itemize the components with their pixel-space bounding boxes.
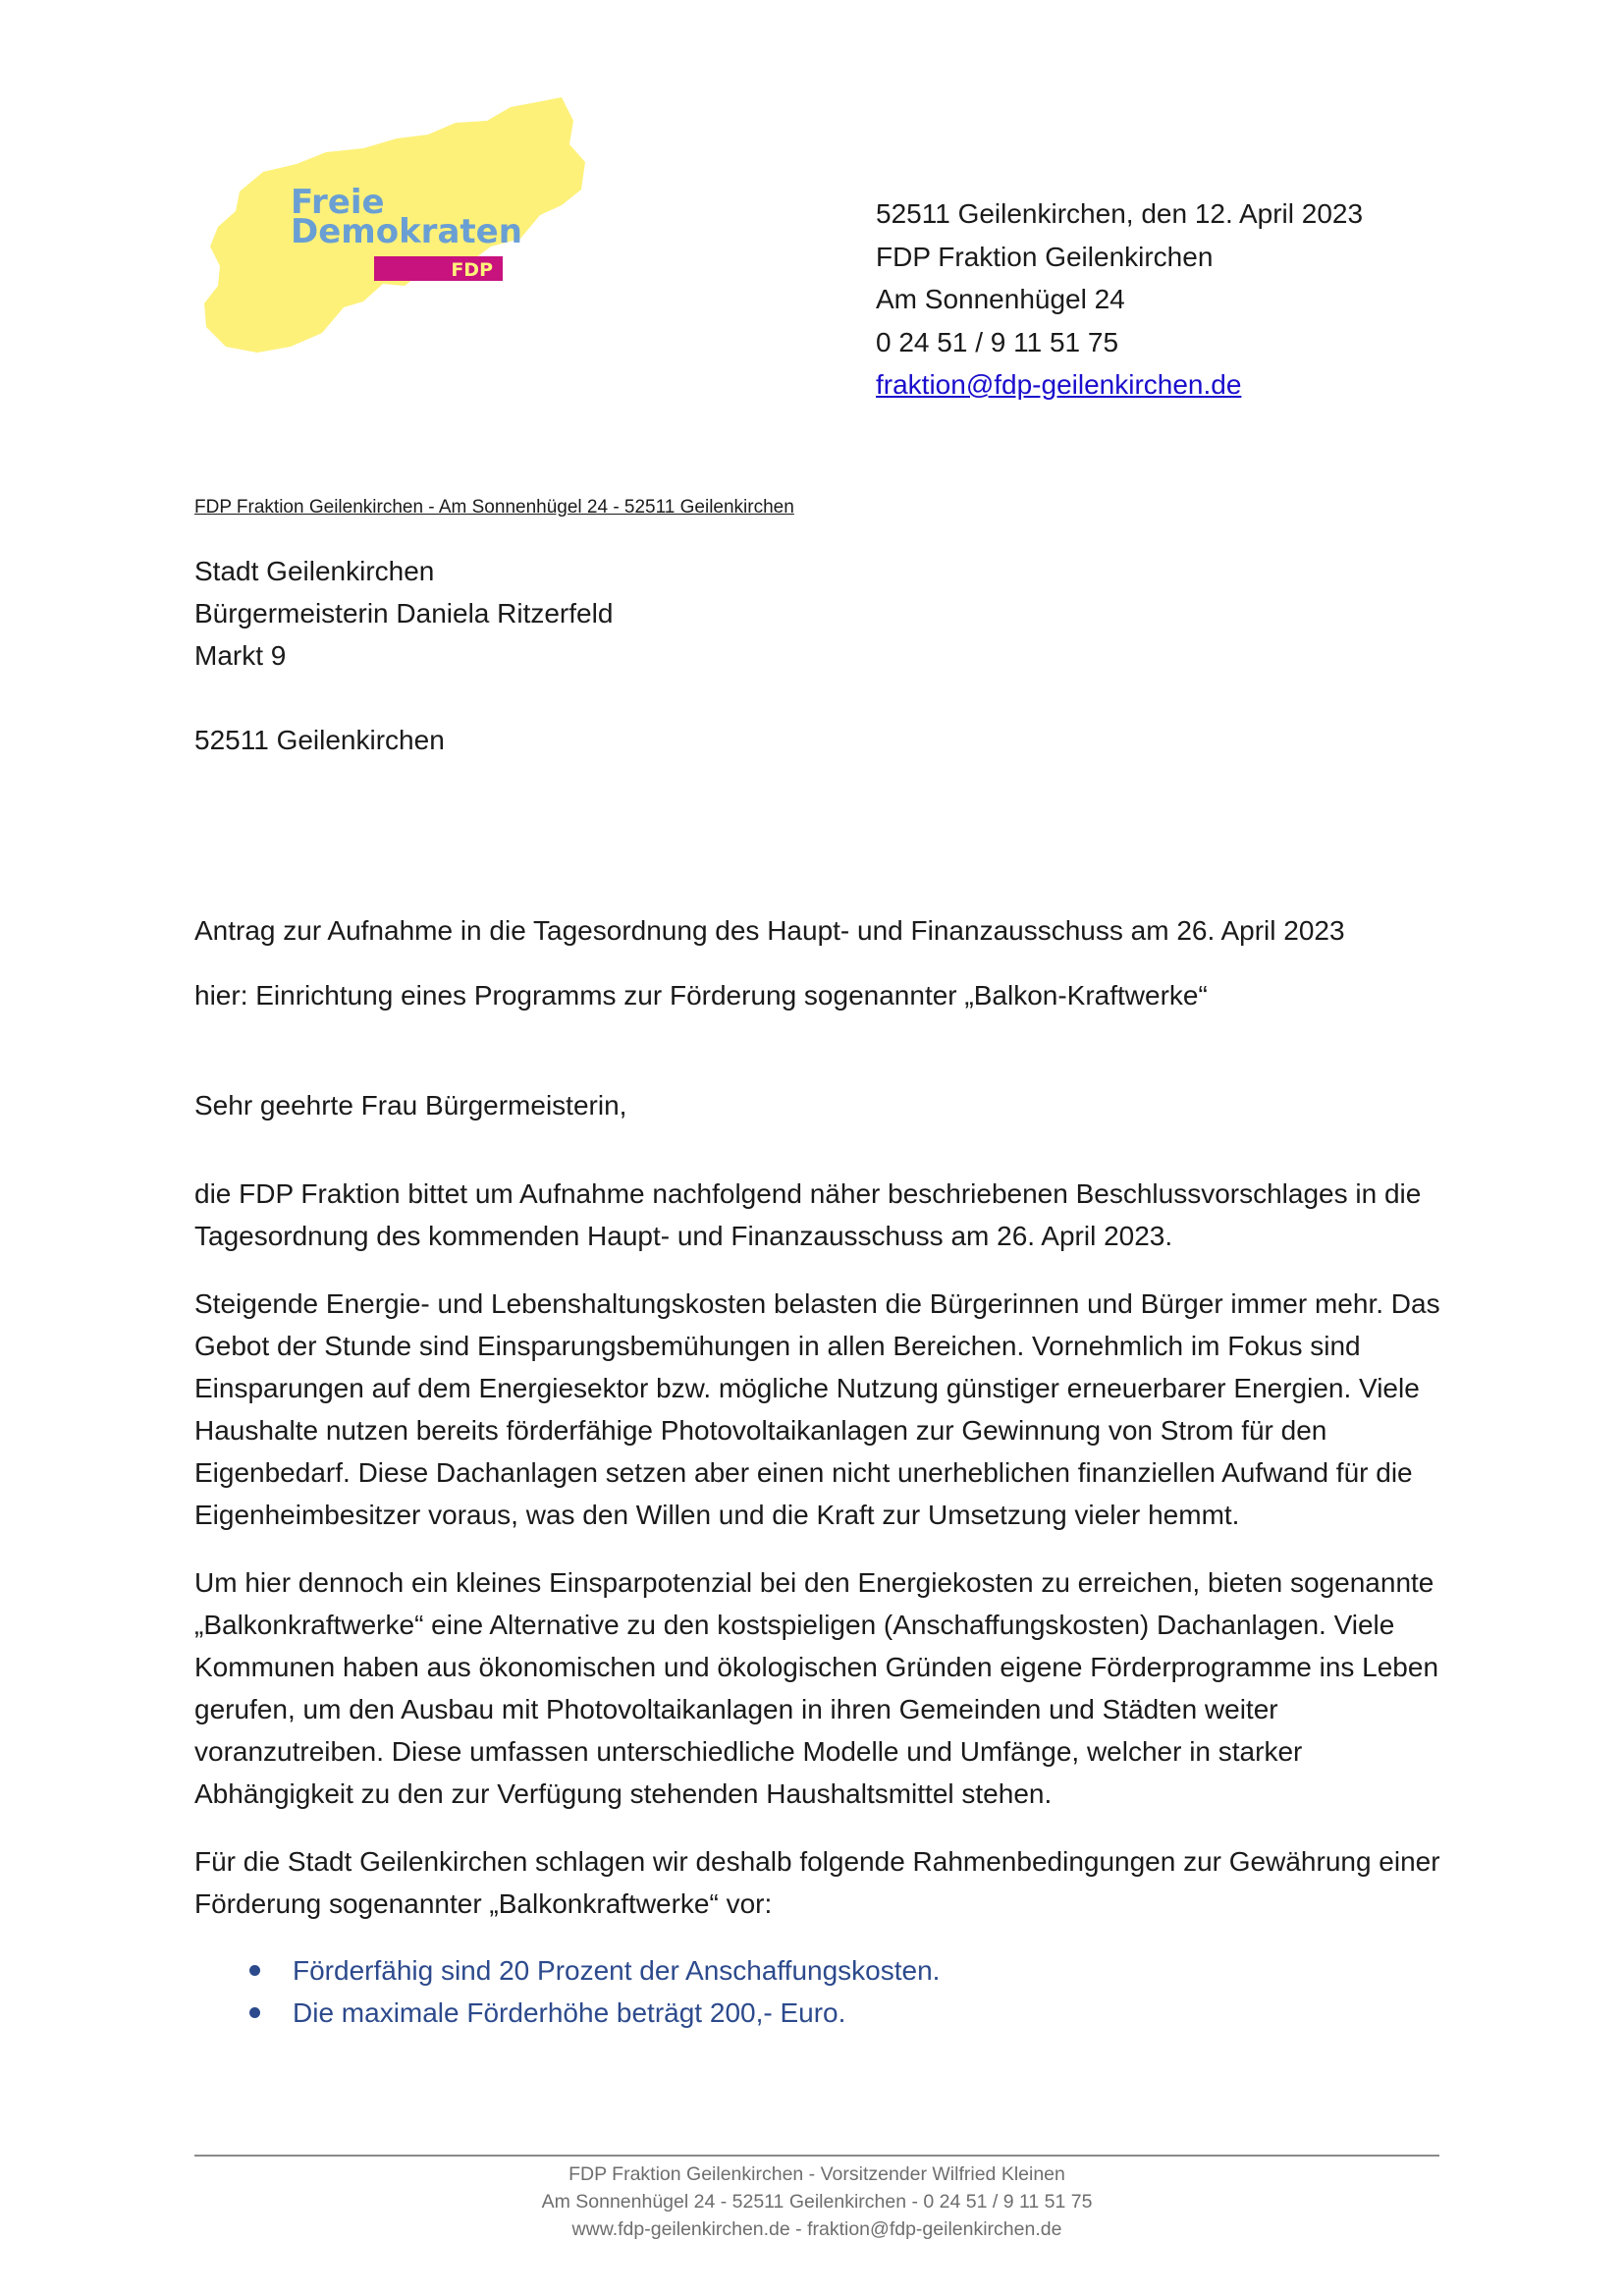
subject-line: Antrag zur Aufnahme in die Tagesordnung des Haupt- und Finanzausschuss am 26. April 2023	[194, 915, 1345, 946]
recipient-person: Bürgermeisterin Daniela Ritzerfeld	[194, 598, 614, 629]
footer-line-1: FDP Fraktion Geilenkirchen - Vorsitzender Wilfried Kleinen	[568, 2163, 1065, 2185]
fdp-logo	[196, 93, 594, 363]
footer-divider	[194, 2155, 1439, 2157]
proposal-bullet-list	[194, 1949, 940, 2034]
list-item	[194, 1992, 940, 2034]
paragraph-line: Einsparungen auf dem Energiesektor bzw. mögliche Nutzung günstiger erneuerbarer Energien. Viele	[194, 1373, 1420, 1403]
paragraph-line: Um hier dennoch ein kleines Einsparpotenzial bei den Energiekosten zu erreichen, bieten sogenannte	[194, 1567, 1434, 1598]
salutation: Sehr geehrte Frau Bürgermeisterin,	[194, 1090, 627, 1121]
sender-block	[876, 192, 1363, 407]
paragraph-line: „Balkonkraftwerke“ eine Alternative zu den kostspieligen (Anschaffungskosten) Dachanlagen. Viele	[194, 1610, 1395, 1640]
body-paragraph-energy-costs	[194, 1283, 1441, 1536]
logo-badge-text: FDP	[451, 259, 493, 281]
paragraph-line: Gebot der Stunde sind Einsparungsbemühungen in allen Bereichen. Vornehmlich im Fokus sind	[194, 1331, 1361, 1361]
sender-name: FDP Fraktion Geilenkirchen	[876, 241, 1214, 272]
return-address-line: FDP Fraktion Geilenkirchen - Am Sonnenhügel 24 - 52511 Geilenkirchen	[194, 497, 794, 518]
list-item-text: Die maximale Förderhöhe beträgt 200,- Euro.	[293, 1997, 846, 2028]
paragraph-line: Abhängigkeit zu den zur Verfügung stehenden Haushaltsmittel stehen.	[194, 1778, 1053, 1809]
paragraph-line: voranzutreiben. Diese umfassen unterschiedliche Modelle und Umfänge, welcher in starker	[194, 1736, 1303, 1767]
paragraph-line: Haushalte nutzen bereits förderfähige Photovoltaikanlagen zur Gewinnung von Strom für den	[194, 1415, 1327, 1446]
body-paragraph-request	[194, 1173, 1441, 1257]
fdp-logo-graphic	[196, 93, 594, 363]
recipient-block	[194, 550, 613, 761]
body-paragraph-balcony-plants	[194, 1561, 1441, 1815]
paragraph-line: Steigende Energie- und Lebenshaltungskosten belasten die Bürgerinnen und Bürger immer mehr. Das	[194, 1288, 1440, 1319]
recipient-spacer	[194, 677, 613, 719]
paragraph-line: gerufen, um den Ausbau mit Photovoltaikanlagen in ihren Gemeinden und Städten weiter	[194, 1694, 1278, 1724]
paragraph-line: Kommunen haben aus ökonomischen und ökologischen Gründen eigene Förderprogramme ins Leben	[194, 1652, 1439, 1682]
sender-phone: 0 24 51 / 9 11 51 75	[876, 326, 1119, 357]
logo-text-demokraten: Demokraten	[291, 212, 522, 251]
logo-text-freie: Freie	[291, 183, 385, 222]
paragraph-line: Eigenheimbesitzer voraus, was den Willen und die Kraft zur Umsetzung vieler hemmt.	[194, 1500, 1240, 1530]
paragraph-line: Tagesordnung des kommenden Haupt- und Finanzausschuss am 26. April 2023.	[194, 1221, 1173, 1251]
recipient-city: 52511 Geilenkirchen	[194, 725, 445, 755]
list-item	[194, 1949, 940, 1992]
paragraph-line: Für die Stadt Geilenkirchen schlagen wir deshalb folgende Rahmenbedingungen zur Gewährung einer	[194, 1846, 1440, 1877]
subject-detail: hier: Einrichtung eines Programms zur Förderung sogenannter „Balkon-Kraftwerke“	[194, 980, 1208, 1011]
page-footer	[194, 2160, 1439, 2243]
list-item-text: Förderfähig sind 20 Prozent der Anschaffungskosten.	[293, 1955, 941, 1986]
sender-street: Am Sonnenhügel 24	[876, 284, 1125, 314]
paragraph-line: Eigenbedarf. Diese Dachanlagen setzen aber einen nicht unerheblichen finanziellen Aufwand für die	[194, 1457, 1413, 1488]
body-paragraph-proposal	[194, 1840, 1441, 1925]
sender-place-date: 52511 Geilenkirchen, den 12. April 2023	[876, 198, 1364, 229]
recipient-street: Markt 9	[194, 640, 287, 671]
paragraph-line: die FDP Fraktion bittet um Aufnahme nachfolgend näher beschriebenen Beschlussvorschlages in die	[194, 1178, 1422, 1209]
bullet-icon	[249, 1965, 260, 1976]
recipient-org: Stadt Geilenkirchen	[194, 556, 435, 586]
bullet-icon	[249, 2007, 260, 2018]
sender-email-link[interactable]: fraktion@fdp-geilenkirchen.de	[876, 369, 1242, 400]
footer-line-3: www.fdp-geilenkirchen.de - fraktion@fdp-geilenkirchen.de	[571, 2218, 1062, 2240]
paragraph-line: Förderung sogenannter „Balkonkraftwerke“ vor:	[194, 1888, 773, 1919]
footer-line-2: Am Sonnenhügel 24 - 52511 Geilenkirchen - 0 24 51 / 9 11 51 75	[541, 2191, 1093, 2213]
